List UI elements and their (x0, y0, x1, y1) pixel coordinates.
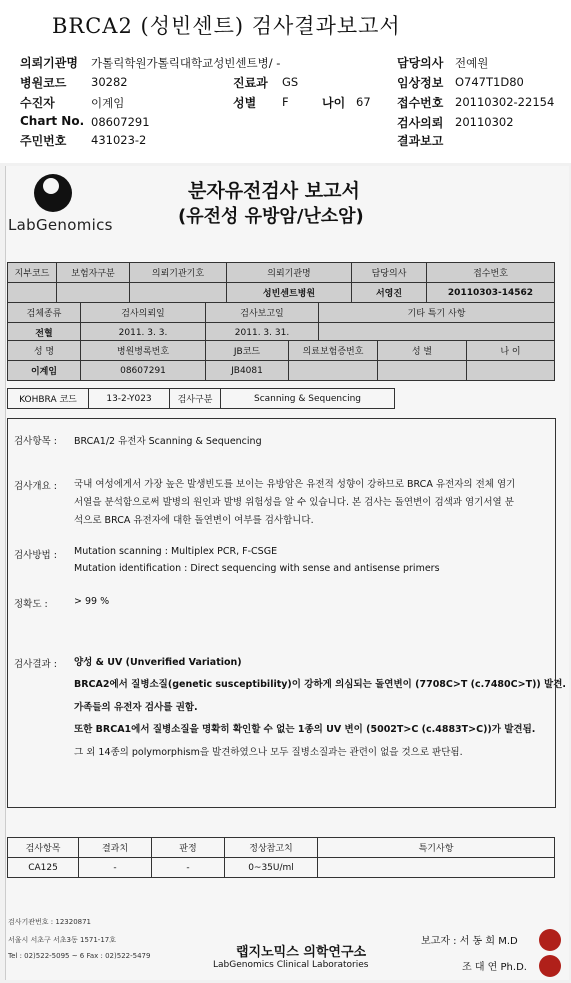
logo-text: LabGenomics (8, 216, 113, 234)
footer-phone: Tel : 02)522-5095 ~ 6 Fax : 02)522-5479 (8, 952, 151, 960)
value-receipt-number: 20110302-22154 (455, 95, 555, 109)
footer-address: 서울시 서초구 서초3동 1571-17호 (8, 936, 116, 944)
t1-header-cell: JB코드 (206, 341, 289, 361)
label-sex: 성별 (233, 96, 257, 110)
page-title: BRCA2 (성빈센트) 검사결과보고서 (52, 14, 401, 38)
result-line: BRCA2에서 질병소질(genetic susceptibility)이 강하게 의심되는 돌연변이 (7708C>T (c.7480C>T)) 발견. (74, 679, 567, 690)
t1-header-cell: 접수번호 (427, 263, 555, 283)
t1-value-cell: 20110303-14562 (427, 283, 555, 303)
t2-value-cell: - (152, 858, 225, 878)
t1-header-cell: 검사의뢰일 (81, 303, 206, 323)
result-line: 양성 & UV (Unverified Variation) (74, 657, 242, 668)
t1-header-cell: 병원병록번호 (81, 341, 206, 361)
label-chart-no: Chart No. (20, 114, 85, 128)
footer-lab-name-en: LabGenomics Clinical Laboratories (213, 960, 369, 970)
label-doctor: 담당의사 (397, 56, 444, 70)
method-label: 검사방법 : (14, 550, 57, 561)
value-age: 67 (356, 95, 371, 109)
t2-value-cell: CA125 (8, 858, 79, 878)
t2-header-cell: 판정 (152, 838, 225, 858)
value-patient: 이계임 (91, 96, 125, 110)
footer-lab-name: 랩지노믹스 의학연구소 (236, 945, 367, 960)
value-department: GS (282, 75, 299, 89)
result-header (0, 0, 571, 160)
t2-value-cell (318, 858, 555, 878)
value-doctor: 전예원 (455, 56, 489, 70)
label-requesting-institution: 의뢰기관명 (20, 56, 78, 70)
t1-value-cell: 08607291 (81, 361, 206, 381)
t1-value-cell (8, 283, 57, 303)
value-chart-no: 08607291 (91, 115, 150, 129)
t1-header-cell: 검체종류 (8, 303, 81, 323)
result-label: 검사결과 : (14, 659, 57, 670)
method-line: Mutation identification : Direct sequencing with sense and antisense primers (74, 563, 440, 574)
t1-value-cell: JB4081 (206, 361, 289, 381)
t1-value-cell: 서영진 (352, 283, 427, 303)
t1-value-cell: 성빈센트병원 (227, 283, 352, 303)
t1-value-cell (378, 361, 467, 381)
report-info-table (7, 262, 555, 303)
value-sex: F (282, 95, 289, 109)
t1-header-cell: 의뢰기관명 (227, 263, 352, 283)
t1-value-cell: 2011. 3. 31. (206, 323, 319, 343)
value-requesting-institution: 가톨릭학원가톨릭대학교성빈센트병/ - (91, 56, 281, 70)
t1-header-cell: 검사보고일 (206, 303, 319, 323)
director-signature: 조 대 연 Ph.D. (462, 962, 527, 973)
label-hospital-code: 병원코드 (20, 76, 67, 90)
t1-value-cell (289, 361, 378, 381)
kohbra-code: 13-2-Y023 (89, 389, 170, 409)
report-subtitle: (유전성 유방암/난소암) (178, 206, 364, 227)
label-clinical-info: 임상정보 (397, 76, 444, 90)
t1-header-cell: 성 별 (378, 341, 467, 361)
label-department: 진료과 (233, 76, 268, 90)
kohbra-table (7, 388, 395, 409)
red-seal-icon (539, 929, 561, 951)
overview-line: 석으로 BRCA 유전자에 대한 돌연변이 여부를 검사합니다. (74, 515, 314, 526)
reporter-signature: 보고자 : 서 동 희 M.D (421, 936, 518, 947)
report-patient-table (7, 340, 555, 381)
accuracy-label: 정확도 : (14, 599, 48, 610)
test-type-label: 검사구분 (170, 389, 221, 409)
overview-label: 검사개요 : (14, 481, 57, 492)
label-patient: 수진자 (20, 96, 55, 110)
label-test-request: 검사의뢰 (397, 116, 444, 130)
test-type-value: Scanning & Sequencing (221, 389, 395, 409)
ca125-table (7, 837, 555, 878)
t2-value-cell: 0~35U/ml (225, 858, 318, 878)
t1-value-cell (57, 283, 130, 303)
label-age: 나이 (322, 96, 346, 110)
value-resident-number: 431023-2 (91, 133, 147, 147)
t1-header-cell: 지부코드 (8, 263, 57, 283)
t1-header-cell: 성 명 (8, 341, 81, 361)
result-line: 가족들의 유전자 검사를 권함. (74, 702, 198, 713)
t1-value-cell (130, 283, 227, 303)
t1-value-cell: 전혈 (8, 323, 81, 343)
items-label: 검사항목 : (14, 436, 57, 447)
t2-header-cell: 특기사항 (318, 838, 555, 858)
t1-value-cell: 이계임 (8, 361, 81, 381)
t2-header-cell: 검사항목 (8, 838, 79, 858)
label-receipt-number: 접수번호 (397, 96, 444, 110)
value-test-request: 20110302 (455, 115, 514, 129)
kohbra-label: KOHBRA 코드 (8, 389, 89, 409)
t1-header-cell: 의료보험증번호 (289, 341, 378, 361)
accuracy-value: > 99 % (74, 596, 110, 607)
method-line: Mutation scanning : Multiplex PCR, F-CSGE (74, 546, 278, 557)
report-title: 분자유전검사 보고서 (188, 180, 360, 202)
overview-line: 서열을 분석함으로써 발병의 원인과 발병 위험성을 알 수 있습니다. 본 검사는 돌연변이 검색과 염기서열 분 (74, 497, 514, 508)
t1-header-cell: 담당의사 (352, 263, 427, 283)
t1-header-cell: 기타 특기 사항 (319, 303, 555, 323)
labgenomics-logo-icon (34, 174, 72, 212)
t1-header-cell: 의뢰기관기호 (130, 263, 227, 283)
report-dates-table (7, 302, 555, 343)
result-line: 또한 BRCA1에서 질병소질을 명확히 확인할 수 없는 1종의 UV 변이 (5002T>C (c.4883T>C))가 발견됨. (74, 724, 536, 735)
t1-header-cell: 나 이 (467, 341, 555, 361)
t1-value-cell: 2011. 3. 3. (81, 323, 206, 343)
t2-header-cell: 결과치 (79, 838, 152, 858)
red-seal-icon (539, 955, 561, 977)
value-hospital-code: 30282 (91, 75, 128, 89)
items-value: BRCA1/2 유전자 Scanning & Sequencing (74, 436, 262, 447)
value-clinical-info: O747T1D80 (455, 75, 524, 89)
t1-value-cell (467, 361, 555, 381)
t2-header-cell: 정상참고치 (225, 838, 318, 858)
label-result-report: 결과보고 (397, 134, 444, 148)
result-line: 그 외 14종의 polymorphism을 발견하였으나 모두 질병소질과는 관련이 없을 것으로 판단됨. (74, 747, 463, 758)
overview-line: 국내 여성에게서 가장 높은 발생빈도를 보이는 유방암은 유전적 성향이 강하므로 BRCA 유전자의 전체 염기 (74, 479, 516, 490)
t1-header-cell: 보험자구분 (57, 263, 130, 283)
footer-institution-number: 검사기관번호 : 12320871 (8, 918, 92, 926)
t2-value-cell: - (79, 858, 152, 878)
label-resident-number: 주민번호 (20, 134, 67, 148)
